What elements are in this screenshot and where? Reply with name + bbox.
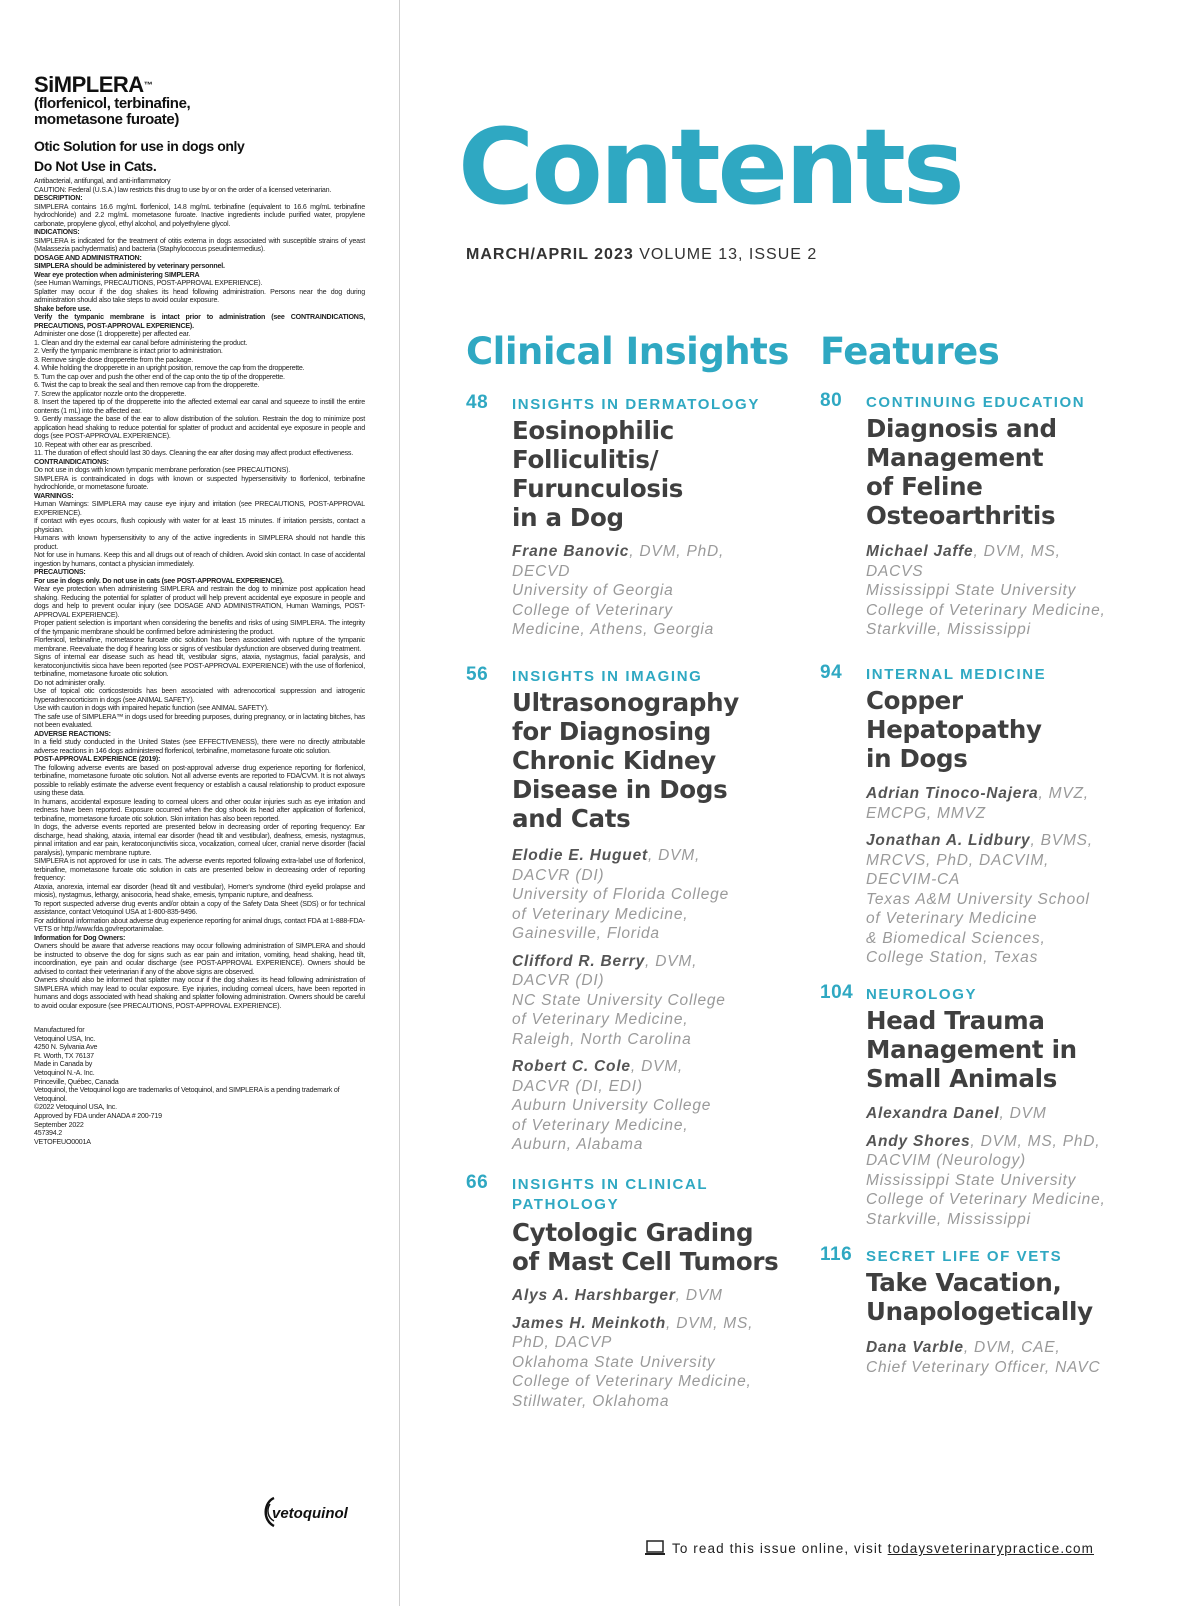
label-line: 9. Gently massage the base of the ear to allow distribution of the solution. Restrain the dog to minimize post application head shaking to reduce potential for splatter of product and accidental eye exposure in people and dogs (see POST-APPROVAL EXPERIENCE). bbox=[34, 415, 365, 440]
generic-names: (florfenicol, terbinafine, mometasone furoate) bbox=[34, 95, 191, 128]
label-line: ADVERSE REACTIONS: bbox=[34, 729, 111, 738]
article-title-line: of Feline bbox=[866, 472, 983, 501]
author-affiliation-line: University of Georgia bbox=[512, 582, 674, 599]
author-affiliation-line: College of Veterinary Medicine, bbox=[866, 601, 1106, 619]
issue-date: MARCH/APRIL 2023 bbox=[466, 246, 634, 263]
page-number: 116 bbox=[820, 1244, 853, 1265]
article-title-line: Management in bbox=[866, 1035, 1077, 1064]
label-line: To report suspected adverse drug events and/or obtain a copy of the Safety Data Sheet (SDS) or for technical assistance, contact Vetoquinol USA at 1-800-835-9496. bbox=[34, 899, 365, 916]
author-affiliation-line: Medicine, Athens, Georgia bbox=[512, 621, 715, 638]
manufacturer-line: Vetoquinol USA, Inc. bbox=[34, 1034, 96, 1043]
label-line: SIMPLERA is indicated for the treatment of otitis externa in dogs associated with susceptible strains of yeast (Malassezia pachydermatis) and bacteria (Staphylococcus pseudintermedius). bbox=[34, 236, 365, 253]
manufacturer-line: Vetoquinol N.-A. Inc. bbox=[34, 1068, 95, 1077]
label-line: If contact with eyes occurs, flush copiously with water for at least 15 minutes. If irritation persists, contact a physician. bbox=[34, 517, 365, 534]
manufacturer-line: Princeville, Québec, Canada bbox=[34, 1077, 119, 1086]
section-label-line: INSIGHTS IN CLINICAL bbox=[512, 1176, 709, 1193]
article-title-line: and Cats bbox=[512, 804, 631, 833]
page-number: 56 bbox=[466, 664, 489, 685]
author bbox=[866, 1338, 1166, 1377]
author-affiliation-line: DECVD bbox=[512, 562, 571, 580]
label-line: Use with caution in dogs with impaired hepatic function (see ANIMAL SAFETY). bbox=[34, 704, 269, 712]
author-affiliation-line: of Veterinary Medicine, bbox=[512, 1116, 689, 1134]
label-line: POST-APPROVAL EXPERIENCE (2019): bbox=[34, 755, 161, 763]
page-number: 80 bbox=[820, 390, 843, 411]
article-title bbox=[866, 414, 1156, 530]
author-affiliation-line: College of Veterinary Medicine, bbox=[512, 1373, 752, 1390]
author-list bbox=[866, 1104, 1166, 1237]
label-line: Owners should be aware that adverse reactions may occur following administration of SIMPLERA and should be instructed to observe the dog for signs such as ear pain and irritation, vomiting, head shaking, head tilt, incoordination, eye pain and ocular discharge (see POST-APPROVAL EXPERIENCE). Owners should be advised to contact their veterinarian if any of the above signs are observed. bbox=[34, 942, 365, 976]
article-title bbox=[866, 1268, 1156, 1326]
author-name-line bbox=[866, 831, 1166, 851]
label-line: SIMPLERA is not approved for use in cats. The adverse events reported following extra-label use of florfenicol, terbinafine, mometasone furoate otic solution in cats are presented below in decreasing order of reporting frequency: bbox=[34, 857, 365, 882]
section-label: INTERNAL MEDICINE bbox=[866, 666, 1047, 683]
label-body bbox=[34, 177, 365, 1010]
author bbox=[866, 784, 1166, 823]
article-title bbox=[866, 1006, 1156, 1093]
author-affiliation-line: Texas A&M University School bbox=[866, 890, 1090, 908]
issue-info bbox=[466, 246, 817, 264]
section-label bbox=[512, 1175, 792, 1215]
author-affiliation-line: Auburn University College bbox=[512, 1097, 712, 1114]
author-credentials: , DVM, bbox=[630, 1058, 684, 1075]
author-credentials: , DVM bbox=[675, 1287, 723, 1304]
article-title-line: Hepatopathy bbox=[866, 715, 1042, 744]
manufacturer-line: Made in Canada by bbox=[34, 1060, 93, 1069]
brand-name: SiMPLERA™ bbox=[34, 72, 153, 97]
article-title-line: Eosinophilic bbox=[512, 416, 674, 445]
label-line: Humans with known hypersensitivity to any of the active ingredients in SIMPLERA should not handle this product. bbox=[34, 534, 365, 551]
author-affiliation-line: NC State University College bbox=[512, 991, 726, 1009]
manufacturer-line: 4250 N. Sylvania Ave bbox=[34, 1043, 98, 1052]
author-affiliation-line: PhD, DACVP bbox=[512, 1334, 613, 1351]
section-label-line: PATHOLOGY bbox=[512, 1196, 620, 1213]
label-line: (see Human Warnings, PRECAUTIONS, POST-APPROVAL EXPERIENCE). bbox=[34, 279, 263, 287]
author-name: Alys A. Harshbarger bbox=[512, 1287, 676, 1304]
author-name-line bbox=[866, 784, 1166, 804]
article-title-line: Furunculosis bbox=[512, 474, 684, 503]
article-title bbox=[512, 416, 802, 532]
label-line: In a field study conducted in the United States (see EFFECTIVENESS), there were no directly attributable adverse reactions in 146 dogs administered florfenicol, terbinafine, mometasone furoate otic solution. bbox=[34, 738, 365, 755]
section-label: NEUROLOGY bbox=[866, 986, 978, 1003]
label-line: For additional information about adverse drug experience reporting for animal drugs, contact FDA at 1-888-FDA-VETS or http://www.fda.gov/reportanimalae. bbox=[34, 916, 365, 933]
footer-text: To read this issue online, visit bbox=[672, 1541, 888, 1557]
article-title-line: Head Trauma bbox=[866, 1006, 1045, 1035]
label-line: WARNINGS: bbox=[34, 491, 74, 500]
author-affiliation-line: of Veterinary Medicine bbox=[866, 910, 1038, 927]
author-affiliation-line: of Veterinary Medicine, bbox=[512, 905, 689, 923]
cats-warning: Do Not Use in Cats. bbox=[34, 158, 157, 174]
article-title-line: Chronic Kidney bbox=[512, 746, 716, 775]
author bbox=[512, 1057, 812, 1155]
author-credentials: , BVMS, bbox=[1030, 832, 1093, 849]
label-line: SIMPLERA should be administered by veterinary personnel. bbox=[34, 262, 225, 270]
author bbox=[866, 1132, 1166, 1230]
article-title-line: Unapologetically bbox=[866, 1297, 1093, 1326]
author-credentials: , DVM, CAE, bbox=[963, 1339, 1061, 1356]
label-line: Owners should also be informed that splatter may occur if the dog shakes its head following administration of SIMPLERA which may lead to ocular exposure. Eye injuries, including corneal ulcers, have been reported in humans and dogs associated with head shaking and splatter following administration. Owners should be careful to avoid ocular exposure (see PRECAUTIONS, POST-APPROVAL EXPERIENCE). bbox=[34, 976, 365, 1010]
author-affiliation-line: DACVR (DI) bbox=[512, 972, 605, 989]
author bbox=[512, 846, 812, 944]
author-affiliation-line: Mississippi State University bbox=[866, 582, 1077, 599]
label-line: CONTRAINDICATIONS: bbox=[34, 457, 109, 466]
author-affiliation-line: Mississippi State University bbox=[866, 1171, 1077, 1189]
author-name-line bbox=[512, 846, 812, 866]
page-number: 48 bbox=[466, 392, 489, 413]
author-affiliation-line: DACVIM (Neurology) bbox=[866, 1152, 1026, 1169]
label-line: In dogs, the adverse events reported are presented below in decreasing order of reporting frequency: Ear discharge, head shaking, ataxia, internal ear disorder (head tilt and vestibular), deafness, emesis, nystagmus, pinnal irritation and ear pain, keratoconjunctivitis sicca, vocalization, corneal ulcer, cranial nerve disorder (facial paralysis), tympanic membrane rupture. bbox=[34, 823, 365, 857]
author-name: James H. Meinkoth bbox=[512, 1314, 667, 1332]
section-label: CONTINUING EDUCATION bbox=[866, 394, 1086, 411]
author-affiliation-line: University of Florida College bbox=[512, 886, 730, 903]
article-title-line: Ultrasonography bbox=[512, 688, 739, 717]
label-line: 2. Verify the tympanic membrane is intact prior to administration. bbox=[34, 347, 223, 355]
article-title bbox=[512, 688, 802, 833]
features-heading: Features bbox=[820, 330, 1000, 373]
label-line: Administer one dose (1 dropperette) per affected ear. bbox=[34, 330, 191, 338]
label-line: 8. Insert the tapered tip of the dropperette into the affected external ear canal and squeeze to instill the entire contents (1 mL) into the affected ear. bbox=[34, 398, 365, 415]
author-affiliation-line: Starkville, Mississippi bbox=[866, 1210, 1031, 1228]
article-title-line: of Mast Cell Tumors bbox=[512, 1247, 779, 1276]
label-line: Wear eye protection when administering SIMPLERA and restrain the dog to minimize post application head shaking. Reducing the potential for splatter of product will help prevent accidental eye exposure in people and dogs and help to prevent ocular injury (see DOSAGE AND ADMINISTRATION, Human Warnings, POST-APPROVAL EXPERIENCE). bbox=[34, 585, 365, 619]
page-number: 104 bbox=[820, 982, 854, 1003]
author-name: Michael Jaffe bbox=[866, 543, 974, 560]
author-name-line bbox=[512, 952, 812, 972]
label-line: Information for Dog Owners: bbox=[34, 933, 126, 942]
manufacturer-line: ©2022 Vetoquinol USA, Inc. bbox=[34, 1103, 117, 1112]
author-affiliation-line: Chief Veterinary Officer, NAVC bbox=[866, 1358, 1101, 1376]
footer-url[interactable]: todaysveterinarypractice.com bbox=[887, 1541, 1095, 1557]
author-name-line bbox=[866, 1132, 1166, 1152]
author-affiliation-line: DACVS bbox=[866, 562, 924, 580]
author-name: Elodie E. Huguet bbox=[512, 847, 648, 864]
author-name-line bbox=[512, 1286, 812, 1306]
author-affiliation-line: Starkville, Mississippi bbox=[866, 621, 1031, 638]
label-line: SIMPLERA contains 16.6 mg/mL florfenicol, 14.8 mg/mL terbinafine (equivalent to 16.6 mg/mL terbinafine hydrochloride) and 2.2 mg/mL mometasone furoate. Inactive ingredients include purified water, propylene carbonate, propylene glycol, ethyl alcohol, and polyethylene glycol. bbox=[34, 202, 365, 228]
logo-text: vetoquinol bbox=[272, 1505, 348, 1522]
article-title-line: Copper bbox=[866, 686, 963, 715]
author bbox=[512, 1314, 812, 1412]
author bbox=[866, 1104, 1166, 1124]
label-line: 7. Screw the applicator nozzle onto the dropperette. bbox=[34, 389, 187, 398]
author-affiliation-line: Oklahoma State University bbox=[512, 1353, 716, 1371]
label-line: Florfenicol, terbinafine, mometasone furoate otic solution has been associated with rupture of the tympanic membrane. Reevaluate the dog if hearing loss or signs of vestibular dysfunction are observed during treatment. bbox=[34, 636, 365, 653]
label-line: DESCRIPTION: bbox=[34, 194, 83, 202]
label-line: 3. Remove single dose dropperette from the package. bbox=[34, 355, 193, 364]
article-title-line: for Diagnosing bbox=[512, 717, 711, 746]
use-statement: Otic Solution for use in dogs only bbox=[34, 138, 245, 154]
label-line: Proper patient selection is important when considering the benefits and risks of using SIMPLERA. The integrity of the tympanic membrane should be confirmed before administering the product. bbox=[34, 619, 365, 636]
author bbox=[512, 952, 812, 1050]
author-affiliation-line: DECVIM-CA bbox=[866, 871, 961, 888]
manufacturer-line: Approved by FDA under ANADA # 200-719 bbox=[34, 1111, 162, 1120]
author-credentials: , DVM, PhD, bbox=[629, 543, 725, 560]
manufacturer-line: Manufactured for bbox=[34, 1026, 85, 1034]
article-title-line: in Dogs bbox=[866, 744, 968, 773]
author-credentials: , DVM, bbox=[647, 847, 701, 864]
section-label: INSIGHTS IN DERMATOLOGY bbox=[512, 396, 760, 413]
page-number: 66 bbox=[466, 1172, 489, 1193]
author-list bbox=[866, 542, 1166, 648]
manufacturer-line: 457394.2 bbox=[34, 1129, 62, 1138]
author-name-line bbox=[512, 542, 812, 562]
author-name: Dana Varble bbox=[866, 1339, 964, 1356]
article-title-line: Osteoarthritis bbox=[866, 501, 1056, 530]
label-line: CAUTION: Federal (U.S.A.) law restricts this drug to use by or on the order of a licensed veterinarian. bbox=[34, 185, 332, 194]
label-line: Verify the tympanic membrane is intact prior to administration (see CONTRAINDICATIONS, PRECAUTIONS, POST-APPROVAL EXPERIENCE). bbox=[34, 313, 365, 330]
section-label: SECRET LIFE OF VETS bbox=[866, 1248, 1063, 1265]
label-line: Antibacterial, antifungal, and anti-inflammatory bbox=[34, 177, 171, 185]
author-affiliation-line: Gainesville, Florida bbox=[512, 925, 660, 942]
author-name: Adrian Tinoco-Najera bbox=[866, 785, 1039, 802]
author-name: Jonathan A. Lidbury bbox=[866, 832, 1031, 849]
manufacturer-line: Vetoquinol, the Vetoquinol logo are trademarks of Vetoquinol, and SIMPLERA is a pending trademark of Vetoquinol. bbox=[34, 1086, 340, 1103]
article-title-line: Management bbox=[866, 443, 1044, 472]
article-title bbox=[866, 686, 1156, 773]
author-affiliation-line: College of Veterinary Medicine, bbox=[866, 1191, 1106, 1208]
drug-label-sidebar bbox=[0, 0, 400, 1606]
author bbox=[866, 831, 1166, 968]
author-name-line bbox=[866, 1338, 1166, 1358]
manufacturer-line: VETOFEUO0001A bbox=[34, 1137, 91, 1146]
author-list bbox=[866, 784, 1166, 976]
author-name: Andy Shores bbox=[866, 1132, 971, 1150]
author-name: Clifford R. Berry bbox=[512, 952, 646, 970]
label-line: Do not administer orally. bbox=[34, 678, 105, 687]
author-affiliation-line: & Biomedical Sciences, bbox=[866, 929, 1046, 947]
author-credentials: , DVM, MS, bbox=[973, 543, 1061, 560]
manufacturer-line: Ft. Worth, TX 76137 bbox=[34, 1051, 94, 1060]
article-title-line: Cytologic Grading bbox=[512, 1218, 754, 1247]
author-list bbox=[866, 1338, 1166, 1385]
label-line: Signs of internal ear disease such as head tilt, vestibular signs, ataxia, nystagmus, facial paralysis, and keratoconjunctivitis sicca have been reported (see POST-APPROVAL EXPERIENCE) with the use of florfenicol, terbinafine, mometasone furoate otic solution. bbox=[34, 653, 365, 678]
article-title bbox=[512, 1218, 802, 1276]
label-line: Not for use in humans. Keep this and all drugs out of reach of children. Avoid skin contact. In case of accidental ingestion by humans, contact a physician immediately. bbox=[34, 551, 365, 568]
author-affiliation-line: Raleigh, North Carolina bbox=[512, 1030, 692, 1048]
manufacturer-line: September 2022 bbox=[34, 1120, 84, 1129]
author-affiliation-line: Auburn, Alabama bbox=[512, 1136, 644, 1153]
label-line: Wear eye protection when administering SIMPLERA bbox=[34, 270, 200, 279]
label-line: PRECAUTIONS: bbox=[34, 568, 86, 576]
author bbox=[866, 542, 1166, 640]
author bbox=[512, 542, 812, 640]
author-name: Robert C. Cole bbox=[512, 1058, 631, 1075]
author-affiliation-line: MRCVS, PhD, DACVIM, bbox=[866, 851, 1050, 869]
label-line: SIMPLERA is contraindicated in dogs with known or suspected hypersensitivity to florfenicol, terbinafine hydrochloride, or mometasone furoate. bbox=[34, 474, 365, 491]
article-title-line: Disease in Dogs bbox=[512, 775, 728, 804]
label-line: In humans, accidental exposure leading to corneal ulcers and other ocular injuries such as eye irritation and redness have been reported. Exposure occurred when the dog shook its head after application of florfenicol, terbinafine, mometasone furoate otic solution. Skin irritation has also been reported. bbox=[34, 797, 365, 823]
vetoquinol-logo bbox=[260, 1490, 368, 1532]
label-line: Human Warnings: SIMPLERA may cause eye injury and irritation (see PRECAUTIONS, POST-APPROVAL EXPERIENCE). bbox=[34, 500, 365, 517]
label-line: Do not use in dogs with known tympanic membrane perforation (see PRECAUTIONS). bbox=[34, 466, 291, 474]
article-title-line: Folliculitis/ bbox=[512, 445, 659, 474]
label-line: 6. Twist the cap to break the seal and then remove cap from the dropperette. bbox=[34, 381, 260, 389]
author-list bbox=[512, 1286, 812, 1419]
clinical-insights-heading: Clinical Insights bbox=[466, 330, 789, 373]
label-line: Use of topical otic corticosteroids has been associated with adrenocortical suppression and iatrogenic hyperadrenocorticism in dogs (see ANIMAL SAFETY). bbox=[34, 687, 365, 704]
label-line: Splatter may occur if the dog shakes its head following administration. Persons near the dog during administration should also take steps to avoid ocular exposure. bbox=[34, 287, 365, 304]
label-line: INDICATIONS: bbox=[34, 228, 80, 236]
page-number: 94 bbox=[820, 662, 843, 683]
author-affiliation-line: College Station, Texas bbox=[866, 949, 1039, 966]
article-title-line: in a Dog bbox=[512, 503, 624, 532]
author-affiliation-line: EMCPG, MMVZ bbox=[866, 804, 986, 822]
label-line: DOSAGE AND ADMINISTRATION: bbox=[34, 253, 142, 262]
label-line: The safe use of SIMPLERA™ in dogs used for breeding purposes, during pregnancy, or in lactating bitches, has not been evaluated. bbox=[34, 712, 365, 729]
label-line: For use in dogs only. Do not use in cats (see POST-APPROVAL EXPERIENCE). bbox=[34, 576, 284, 585]
article-title-line: Take Vacation, bbox=[866, 1268, 1062, 1297]
section-label: INSIGHTS IN IMAGING bbox=[512, 668, 703, 685]
manufacturer-info bbox=[34, 1026, 365, 1146]
label-line: 5. Turn the cap over and push the other end of the cap onto the tip of the dropperette. bbox=[34, 372, 285, 381]
author-name: Alexandra Danel bbox=[866, 1105, 1000, 1122]
label-line: 4. While holding the dropperette in an upright position, remove the cap from the dropperette. bbox=[34, 364, 305, 372]
issue-volume: VOLUME 13, ISSUE 2 bbox=[639, 246, 818, 263]
article-title-line: Small Animals bbox=[866, 1064, 1057, 1093]
author-affiliation-line: College of Veterinary bbox=[512, 601, 673, 619]
author-credentials: , DVM, MS, bbox=[666, 1314, 754, 1332]
author-affiliation-line: DACVR (DI) bbox=[512, 866, 605, 884]
label-line: The following adverse events are based on post-approval adverse drug experience reporting for florfenicol, terbinafine, mometasone furoate otic solution. Not all adverse events are reported to FDA/CVM. It is not always possible to reliably estimate the adverse event frequency or establish a causal relationship to product exposure using these data. bbox=[34, 763, 365, 797]
author-name-line bbox=[866, 542, 1166, 562]
author bbox=[512, 1286, 812, 1306]
author-list bbox=[512, 542, 812, 648]
page-title: Contents bbox=[458, 106, 962, 228]
author-credentials: , DVM, MS, PhD, bbox=[970, 1132, 1101, 1150]
label-line: Shake before use. bbox=[34, 304, 92, 313]
author-name-line bbox=[512, 1057, 812, 1077]
label-line: 10. Repeat with other ear as prescribed. bbox=[34, 440, 153, 449]
author-credentials: , MVZ, bbox=[1038, 785, 1089, 802]
online-footer bbox=[644, 1540, 1164, 1564]
author-list bbox=[512, 846, 812, 1163]
label-line: 1. Clean and dry the external ear canal before administering the product. bbox=[34, 338, 248, 347]
label-line: Ataxia, anorexia, internal ear disorder (head tilt and vestibular), Horner's syndrome (third eyelid prolapse and miosis), nystagmus, lethargy, anisocoria, head shake, emesis, tympanic rupture, and deafness. bbox=[34, 882, 365, 899]
label-line: 11. The duration of effect should last 30 days. Cleaning the ear after dosing may affect product effectiveness. bbox=[34, 449, 354, 457]
author-affiliation-line: Stillwater, Oklahoma bbox=[512, 1392, 670, 1410]
author-name: Frane Banovic bbox=[512, 543, 630, 560]
author-name-line bbox=[866, 1104, 1166, 1124]
author-credentials: , DVM, bbox=[645, 952, 698, 970]
author-name-line bbox=[512, 1314, 812, 1334]
article-title-line: Diagnosis and bbox=[866, 414, 1057, 443]
laptop-icon bbox=[644, 1540, 666, 1559]
author-credentials: , DVM bbox=[999, 1105, 1047, 1122]
author-affiliation-line: DACVR (DI, EDI) bbox=[512, 1077, 643, 1095]
author-affiliation-line: of Veterinary Medicine, bbox=[512, 1011, 689, 1028]
